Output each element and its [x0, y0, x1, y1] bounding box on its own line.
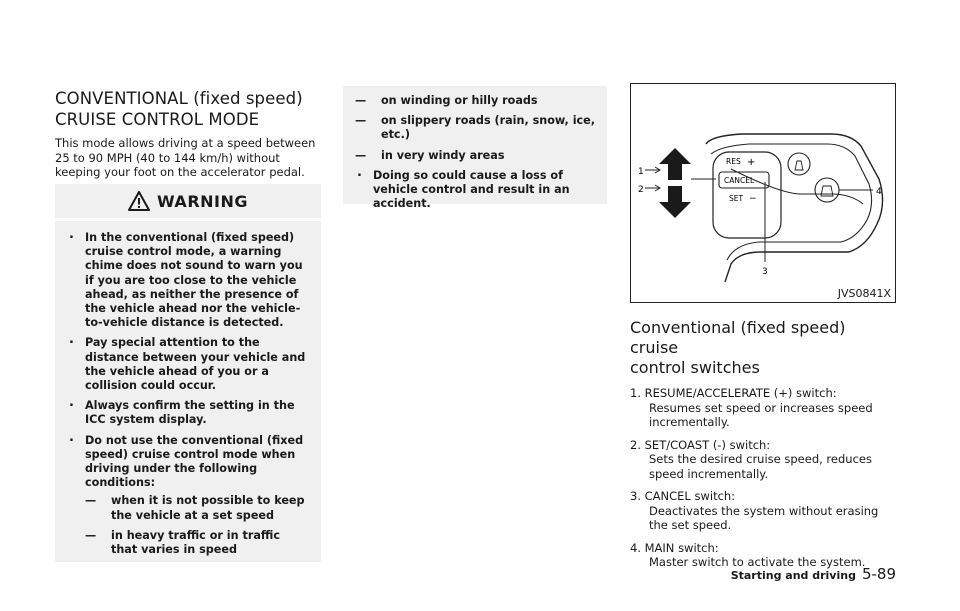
- steering-wheel-illustration: [631, 84, 895, 302]
- res-label: RES: [726, 157, 741, 166]
- list-item: [630, 386, 896, 430]
- condition-list-continued: [343, 94, 607, 163]
- warning-item: . Doing so could cause a loss of vehicle control and result in an accident.: [355, 169, 595, 212]
- warning-item: [67, 434, 309, 558]
- switch-label: 3. CANCEL switch:: [630, 489, 736, 503]
- condition-item: — on slippery roads (rain, snow, ice, etc.): [355, 114, 595, 142]
- warning-list-continued: [343, 169, 607, 212]
- switch-label: 2. SET/COAST (-) switch:: [630, 437, 771, 452]
- warning-item: . In the conventional (fixed speed) cruise control mode, a warning chime does not sound to warn you if you are too close to the vehicle ahead, as neither the presence of the vehicle ahead nor the vehicle-to-vehicle distance is detected.: [67, 231, 309, 330]
- switches-section: [630, 318, 896, 578]
- warning-box-continued: [343, 86, 607, 211]
- callout-4: 4: [876, 187, 882, 197]
- footer-section: Starting and driving: [730, 569, 856, 582]
- callout-2: 2: [638, 185, 644, 195]
- condition-item: — when it is not possible to keep the vehicle at a set speed: [85, 494, 309, 522]
- car-distance-icon: [795, 161, 803, 170]
- switch-desc: Master switch to activate the system.: [649, 555, 866, 569]
- warning-item: . Pay special attention to the distance between your vehicle and the vehicle ahead of you or a collision could occur.: [67, 336, 309, 393]
- intro-paragraph: This mode allows driving at a speed between 25 to 90 MPH (40 to 144 km/h) without keeping your foot on the accelerator pedal.: [55, 136, 316, 179]
- warning-item: . Always confirm the setting in the ICC system display.: [67, 399, 309, 427]
- plus-label: +: [747, 157, 756, 168]
- warning-triangle-icon: [128, 191, 150, 211]
- steering-switch-figure: [630, 83, 896, 303]
- switches-heading-line2: control switches: [630, 358, 760, 377]
- condition-list: [85, 494, 309, 557]
- minus-label: −: [749, 194, 757, 204]
- warning-header: [55, 184, 321, 218]
- section-title-line1: CONVENTIONAL (fixed speed): [55, 89, 303, 108]
- section-header: [55, 88, 323, 180]
- switch-desc: Deactivates the system without erasing the set speed.: [649, 503, 879, 532]
- switch-label: 1. RESUME/ACCELERATE (+) switch:: [630, 386, 837, 400]
- section-title: [55, 88, 323, 130]
- switches-heading-line1: Conventional (fixed speed) cruise: [630, 318, 846, 357]
- warning-box: [55, 184, 321, 562]
- warning-divider: [55, 218, 321, 221]
- condition-item: — in heavy traffic or in traffic that varies in speed: [85, 529, 309, 557]
- page-number: 5-89: [861, 565, 896, 583]
- list-item: [630, 489, 896, 533]
- set-label: SET: [729, 194, 744, 203]
- cancel-label: CANCEL: [724, 176, 755, 185]
- switches-heading: [630, 318, 896, 378]
- callout-1: 1: [638, 167, 644, 177]
- page-footer: [731, 565, 896, 583]
- warning-item-text: Do not use the conventional (fixed speed) cruise control mode when driving under the following conditions:: [85, 433, 304, 490]
- warning-list: [55, 231, 321, 557]
- figure-code: JVS0841X: [837, 287, 891, 300]
- switches-list: [630, 386, 896, 570]
- callout-3: 3: [762, 267, 768, 277]
- switch-desc: Resumes set speed or increases speed incrementally.: [649, 400, 873, 429]
- section-title-line2: CRUISE CONTROL MODE: [55, 110, 260, 129]
- switch-desc: Sets the desired cruise speed, reduces speed incrementally.: [649, 452, 872, 481]
- condition-item: — in very windy areas: [355, 149, 595, 163]
- condition-item: — on winding or hilly roads: [355, 94, 595, 108]
- warning-title: WARNING: [157, 191, 248, 211]
- switch-label: 4. MAIN switch:: [630, 540, 719, 555]
- list-item: [630, 438, 896, 482]
